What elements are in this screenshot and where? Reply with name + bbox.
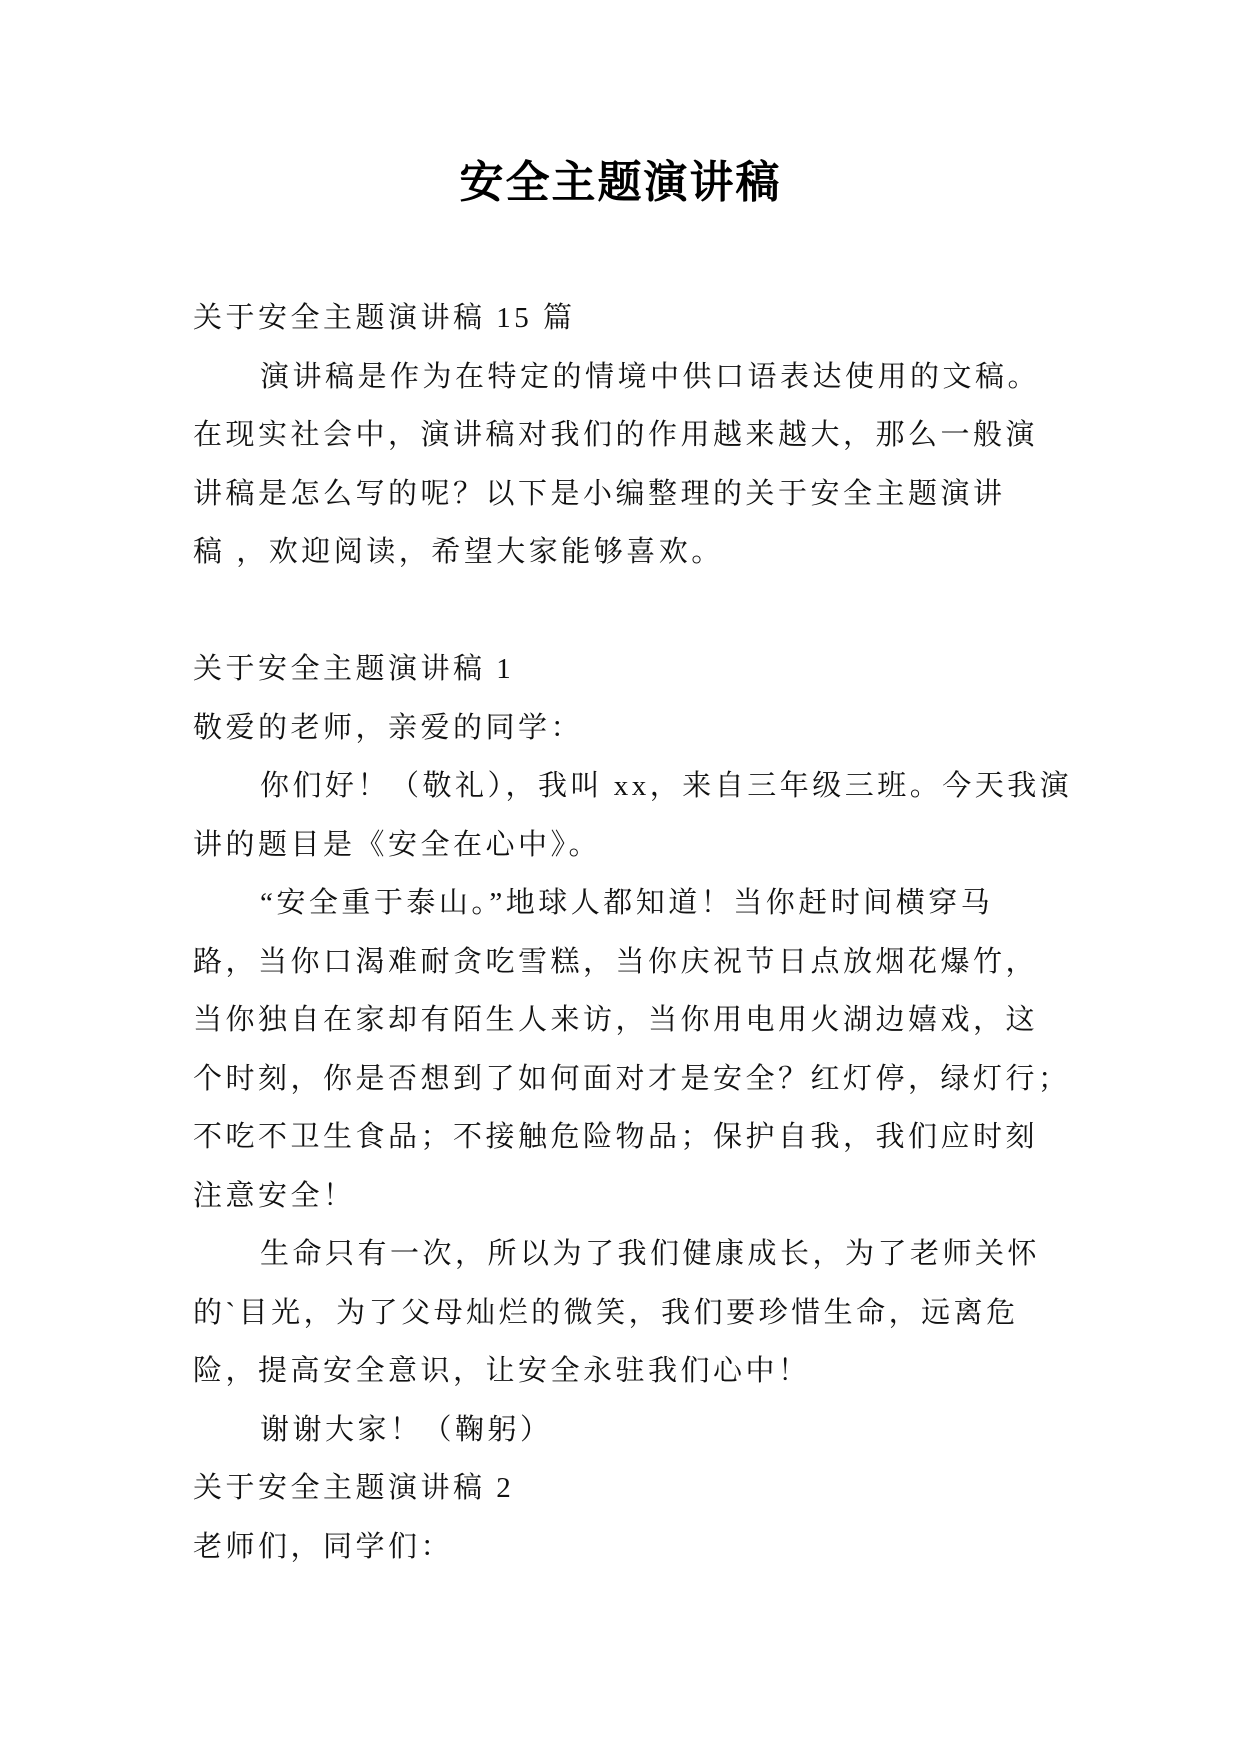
salutation: 老师们，同学们： xyxy=(193,1530,454,1563)
paragraph-line: 注意安全！ xyxy=(193,1179,356,1212)
paragraph-line: 你们好！（敬礼），我叫 xx，来自三年级三班。今天我演 xyxy=(260,770,1073,802)
paragraph-line: 演讲稿是作为在特定的情境中供口语表达使用的文稿。 xyxy=(260,360,1041,393)
paragraph-line: 在现实社会中，演讲稿对我们的作用越来越大，那么一般演 xyxy=(193,419,1039,451)
salutation: 敬爱的老师，亲爱的同学： xyxy=(193,711,584,744)
intro-paragraph xyxy=(193,348,1153,582)
paragraph-line: 的`目光，为了父母灿烂的微笑，我们要珍惜生命，远离危 xyxy=(193,1296,1019,1329)
paragraph-line: 不吃不卫生食品；不接触危险物品；保护自我，我们应时刻 xyxy=(193,1121,1039,1153)
paragraph-line: 谢谢大家！（鞠躬） xyxy=(260,1413,553,1446)
paragraph-line: 讲的题目是《安全在心中》。 xyxy=(193,828,602,861)
document-title: 安全主题演讲稿 xyxy=(459,158,782,207)
speech-heading: 关于安全主题演讲稿 2 xyxy=(193,1472,515,1504)
paragraph-line: 路，当你口渴难耐贪吃雪糕，当你庆祝节日点放烟花爆竹， xyxy=(193,945,1039,978)
document-body xyxy=(193,289,1153,1576)
paragraph-line: 稿 ，欢迎阅读，希望大家能够喜欢。 xyxy=(193,536,724,568)
paragraph-line: 个时刻，你是否想到了如何面对才是安全？红灯停，绿灯行； xyxy=(193,1062,1071,1095)
collection-heading: 关于安全主题演讲稿 15 篇 xyxy=(193,302,576,334)
speech-paragraph xyxy=(193,874,1153,1225)
speech-paragraph xyxy=(193,757,1153,874)
paragraph-line: 生命只有一次，所以为了我们健康成长，为了老师关怀 xyxy=(260,1238,1041,1270)
paragraph-line: 险，提高安全意识，让安全永驻我们心中！ xyxy=(193,1355,811,1387)
speech-heading: 关于安全主题演讲稿 1 xyxy=(193,653,515,685)
blank-line xyxy=(193,582,1153,641)
speech-paragraph xyxy=(193,1401,1153,1460)
paragraph-line: 讲稿是怎么写的呢？以下是小编整理的关于安全主题演讲 xyxy=(193,477,1006,510)
speech-paragraph xyxy=(193,1225,1153,1401)
paragraph-line: 当你独自在家却有陌生人来访，当你用电用火湖边嬉戏，这 xyxy=(193,1004,1039,1036)
paragraph-line: “安全重于泰山。”地球人都知道！当你赶时间横穿马 xyxy=(260,887,994,919)
